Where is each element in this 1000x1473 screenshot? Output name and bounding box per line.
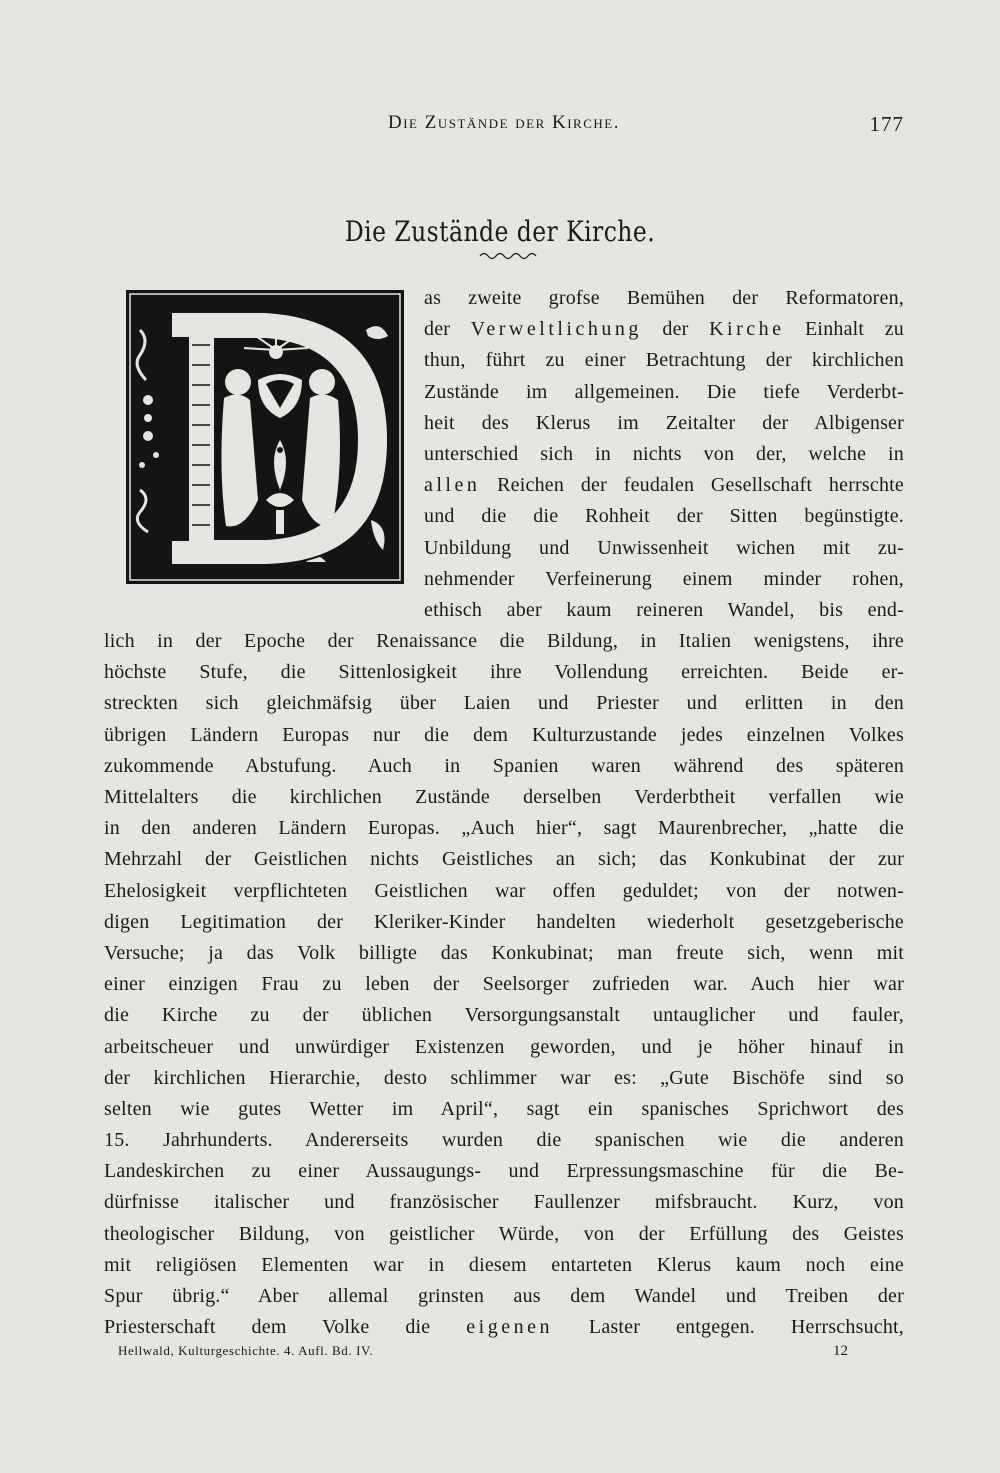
emphasized-text: Kirche [709,318,785,341]
text-line: zukommende Abstufung. Auch in Spanien waren während des späteren [104,754,904,777]
text-line: Unbildung und Unwissenheit wichen mit zu- [424,536,904,559]
footer-source: Hellwald, Kulturgeschichte. 4. Aufl. Bd. IV. [118,1343,374,1358]
text-line: 15. Jahrhunderts. Andererseits wurden die spanischen wie die anderen [104,1129,904,1152]
text-line: nehmender Verfeinerung einem minder rohen, [424,567,904,590]
emphasized-text: Verweltlichung [470,318,642,341]
text-line: mit religiösen Elementen war in diesem entarteten Klerus kaum noch eine [104,1253,904,1276]
text-line: Priesterschaft dem Volke die eigenen Laster entgegen. Herrschsucht, [104,1316,904,1339]
text-line: Mittelalters die kirchlichen Zustände derselben Verderbtheit verfallen wie [104,786,904,808]
text-line: Landeskirchen zu einer Aussaugungs- und Erpressungsmaschine für die Be- [104,1160,904,1183]
text-line: Ehelosigkeit verpflichteten Geistlichen war offen geduldet; von der notwen- [104,879,904,902]
text-line: die Kirche zu der üblichen Versorgungsanstalt untauglicher und fauler, [104,1004,904,1027]
text-line: arbeitscheuer und unwürdiger Existenzen geworden, und je höher hinauf in [104,1035,904,1058]
emphasized-text: allen [424,474,481,497]
text-line: Spur übrig.“ Aber allemal grinsten aus dem Wandel und Treiben der [104,1285,904,1307]
page-footer [118,1343,848,1367]
text-line: selten wie gutes Wetter im April“, sagt ein spanisches Sprichwort des [104,1097,904,1120]
text-line: dürfnisse italischer und französischer Faullenzer mifsbraucht. Kurz, von [104,1191,904,1214]
running-title: Die Zustände der Kirche. [388,112,620,133]
text-line: allen Reichen der feudalen Gesellschaft herrschte [424,474,904,497]
text-line: der kirchlichen Hierarchie, desto schlimmer war es: „Gute Bischöfe sind so [104,1066,904,1089]
text-line: digen Legitimation der Kleriker-Kinder handelten wiederholt gesetzgeberische [104,910,904,933]
text-line: heit des Klerus im Zeitalter der Albigenser [424,411,904,434]
text-line: Versuche; ja das Volk billigte das Konkubinat; man freute sich, wenn mit [104,941,904,964]
wave-ornament [478,249,538,263]
text-line: Mehrzahl der Geistlichen nichts Geistliches an sich; das Konkubinat der zur [104,848,904,871]
text-line: as zweite grofse Bemühen der Reformatoren, [424,287,904,309]
text-line: unterschied sich in nichts von der, welche in [424,442,904,465]
body-text [104,283,904,1343]
text-line: Zustände im allgemeinen. Die tiefe Verderbt- [424,380,904,403]
text-line: übrigen Ländern Europas nur die dem Kulturzustande jedes einzelnen Volkes [104,723,904,746]
chapter-title: Die Zustände der Kirche. [344,214,656,248]
text-line: höchste Stufe, die Sittenlosigkeit ihre Vollendung erreichten. Beide er- [104,661,904,684]
signature-mark: 12 [833,1343,848,1359]
text-line: und die die Rohheit der Sitten begünstigte. [424,505,904,528]
text-line: einer einzigen Frau zu leben der Seelsorger zufrieden war. Auch hier war [104,973,904,996]
text-line: lich in der Epoche der Renaissance die Bildung, in Italien wenigstens, ihre [104,630,904,653]
running-head [104,112,904,142]
text-line: thun, führt zu einer Betrachtung der kirchlichen [424,349,904,372]
emphasized-text: eigenen [466,1316,553,1339]
text-line: ethisch aber kaum reineren Wandel, bis end- [424,598,904,621]
text-line: in den anderen Ländern Europas. „Auch hier“, sagt Maurenbrecher, „hatte die [104,817,904,840]
text-line: theologischer Bildung, von geistlicher Würde, von der Erfüllung des Geistes [104,1222,904,1245]
text-line: streckten sich gleichmäfsig über Laien und Priester und erlitten in den [104,692,904,715]
page-number: 177 [869,112,904,136]
text-line: der Verweltlichung der Kirche Einhalt zu [424,318,904,341]
